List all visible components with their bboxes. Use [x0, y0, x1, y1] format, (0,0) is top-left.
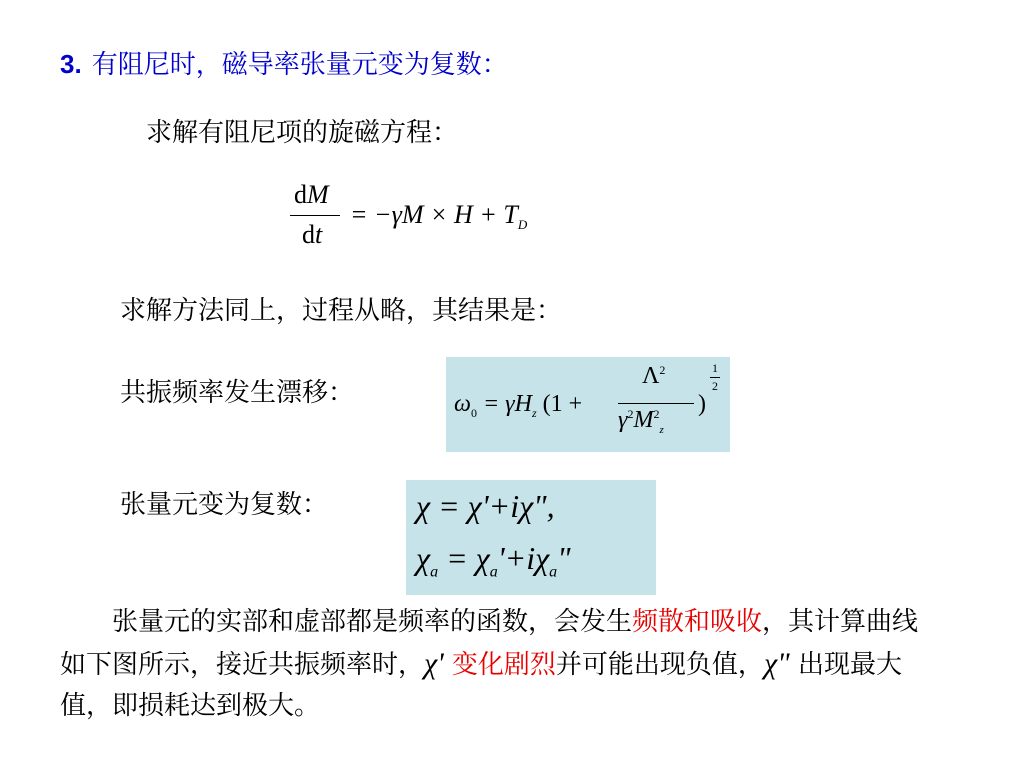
eq1-rhs: = $-\gamma M \times H + T_D$: [350, 200, 528, 233]
drift-exp-line: [710, 377, 720, 378]
complex-formula-box: [406, 480, 656, 595]
intro-text: 求解有阻尼项的旋磁方程：: [146, 118, 459, 148]
drift-fraction-line: [618, 403, 694, 404]
drift-numerator: $\Lambda^2$: [642, 363, 666, 389]
drift-exp-num: 1: [712, 361, 718, 375]
drift-exp-den: 2: [712, 379, 718, 393]
complex-line2: $\chi_a = \chi_a'+i\chi_a$": [416, 540, 571, 581]
para-part2: ，其计算曲线如下图所示，接近共振频率时，: [60, 607, 919, 680]
drift-paren-close: ): [698, 391, 706, 417]
drift-denominator: $\gamma^2M^2_z$: [618, 407, 664, 436]
heading-text: 有阻尼时，磁导率张量元变为复数：: [91, 50, 508, 80]
heading-number: 3.: [60, 49, 82, 79]
eq1-numerator: dM: [294, 180, 329, 209]
drift-label: 共振频率发生漂移：: [120, 378, 355, 408]
section-heading: [60, 44, 508, 81]
drift-lhs: $\omega_0 = \gamma H_z$ (1 +: [454, 391, 583, 420]
eq1-fraction-line: [290, 215, 340, 216]
complex-line1: χ = χ'+iχ",: [416, 488, 555, 524]
complex-label: 张量元变为复数：: [120, 490, 329, 520]
para-part1: 张量元的实部和虚部都是频率的函数，会发生: [112, 607, 633, 637]
resonance-formula-box: [446, 357, 730, 452]
para-highlight-change: 变化剧烈: [451, 650, 556, 680]
method-text: 求解方法同上，过程从略，其结果是：: [120, 296, 563, 326]
explanation-paragraph: [60, 602, 940, 727]
para-part4: 出现最大值，即损耗达到极大。: [60, 650, 903, 721]
para-chi-dprime: χ": [763, 647, 790, 680]
gyromagnetic-equation: [288, 180, 588, 260]
para-highlight-dispersion: 频散和吸收: [632, 607, 763, 637]
para-chi-prime: χ': [424, 647, 444, 680]
para-part3: 并可能出现负值，: [555, 650, 764, 680]
eq1-denominator: dt: [302, 220, 323, 249]
